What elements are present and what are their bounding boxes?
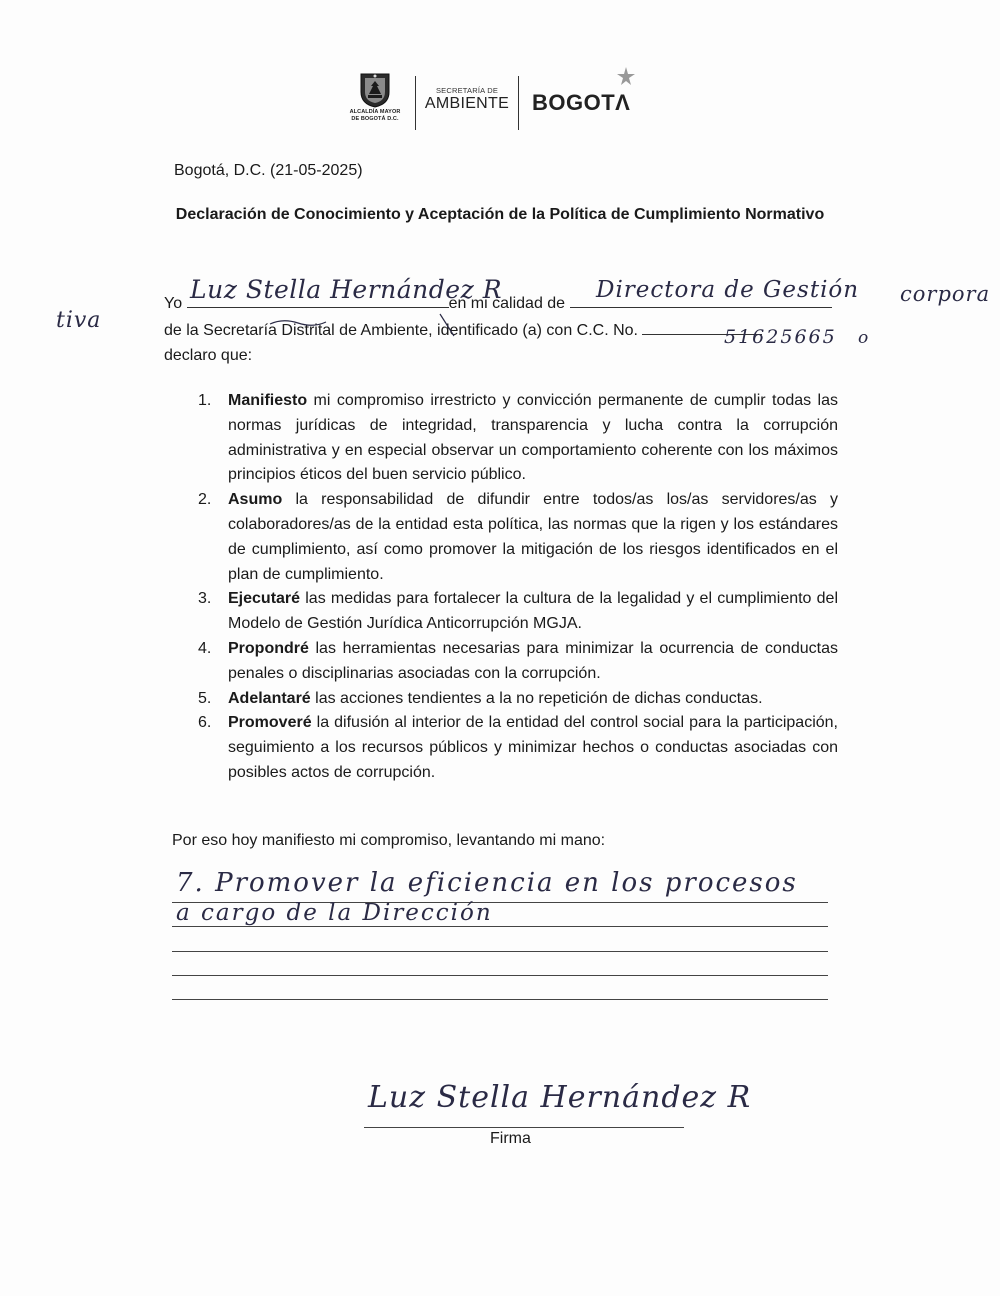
- item-keyword: Manifiesto: [228, 392, 308, 409]
- item-text: la difusión al interior de la entidad del control social para la participación, seguimiento a los recursos públicos y minimizar hechos o conductas asociadas con posibles actos de corrupción.: [228, 714, 838, 781]
- bogota-star-icon: [616, 66, 636, 88]
- writing-line: [172, 951, 828, 952]
- list-item: [198, 637, 838, 687]
- list-item: [198, 711, 838, 785]
- header-divider: [518, 76, 519, 130]
- handwritten-role-continuation: corpora: [900, 282, 991, 306]
- signature-line: [364, 1127, 684, 1128]
- writing-line: [172, 926, 828, 927]
- handwritten-commitment-line-1: 7. Promover la eficiencia en los procesos: [176, 868, 798, 898]
- entity-text: de la Secretaría Distrital de Ambiente, identificado (a) con C.C. No.: [164, 322, 638, 339]
- handwritten-cc-suffix: o: [858, 328, 869, 348]
- secretaria-label: SECRETARÍA DE: [435, 86, 499, 95]
- handwritten-name: Luz Stella Hernández R: [190, 275, 503, 304]
- handwritten-signature: Luz Stella Hernández R: [368, 1080, 752, 1115]
- handwritten-role: Directora de Gestión: [596, 277, 860, 303]
- header-logos: [340, 66, 660, 136]
- header-divider: [415, 76, 416, 130]
- list-item: [198, 389, 838, 488]
- document-date: Bogotá, D.C. (21-05-2025): [174, 162, 363, 179]
- item-number: 5.: [198, 689, 212, 707]
- list-item: [198, 687, 838, 712]
- coat-of-arms-icon: [359, 72, 391, 108]
- bogota-a-glyph: Λ: [615, 90, 631, 115]
- commitment-intro: Por eso hoy manifiesto mi compromiso, levantando mi mano:: [172, 832, 606, 849]
- item-keyword: Propondré: [228, 639, 309, 657]
- calidad-label: en mi calidad de: [448, 295, 566, 312]
- item-number: 2.: [198, 491, 212, 509]
- item-text: las medidas para fortalecer la cultura de la legalidad y el cumplimiento del Modelo de Gestión Jurídica Anticorrupción MGJA.: [228, 590, 838, 633]
- item-keyword: Promoveré: [228, 714, 312, 732]
- item-keyword: Ejecutaré: [228, 590, 301, 608]
- handwritten-role-margin: tiva: [56, 308, 102, 333]
- alcaldia-crest-logo: [344, 72, 406, 134]
- item-text: las acciones tendientes a la no repetición de dichas conductas.: [310, 689, 763, 707]
- item-number: 6.: [198, 714, 212, 732]
- crest-caption-2: DE BOGOTÁ D.C.: [351, 116, 399, 122]
- commitments-list: [198, 389, 838, 786]
- signature-label: Firma: [490, 1130, 531, 1147]
- list-item: [198, 488, 838, 587]
- item-keyword: Asumo: [228, 491, 283, 509]
- declaro-text: declaro que:: [164, 347, 253, 364]
- handwritten-cc-number: 51625665: [724, 326, 837, 348]
- item-number: 4.: [198, 639, 212, 657]
- yo-label: Yo: [164, 295, 183, 312]
- item-text: mi compromiso irrestricto y convicción permanente de cumplir todas las normas jurídicas de integridad, transparencia y lucha contra la corrupción administrativa y en especial observar un comportamiento coherente con los máximos principios éticos del buen servicio público.: [228, 392, 838, 484]
- secretaria-ambiente-logo: [424, 86, 510, 113]
- crest-caption-1: ALCALDÍA MAYOR: [349, 109, 401, 115]
- item-number: 1.: [198, 392, 212, 409]
- handwritten-commitment-line-2: a cargo de la Dirección: [176, 900, 493, 926]
- writing-line: [172, 975, 828, 976]
- item-text: la responsabilidad de difundir entre todos/as los/as servidores/as y colaboradores/as de la entidad esta política, las normas que la rigen y los estándares de cumplimiento, así como promover la mitigación de los riesgos identificados en el plan de cumplimiento.: [228, 491, 838, 583]
- item-keyword: Adelantaré: [228, 689, 311, 707]
- bogota-logo-text: BOGOTΛ: [532, 90, 631, 115]
- item-number: 3.: [198, 590, 212, 608]
- document-title: Declaración de Conocimiento y Aceptación de la Política de Cumplimiento Normativo: [175, 206, 825, 223]
- writing-line: [172, 999, 828, 1000]
- ambiente-label: AMBIENTE: [424, 95, 510, 112]
- list-item: [198, 587, 838, 637]
- item-text: las herramientas necesarias para minimizar la ocurrencia de conductas penales o disciplinarias asociadas con la corrupción.: [228, 639, 838, 682]
